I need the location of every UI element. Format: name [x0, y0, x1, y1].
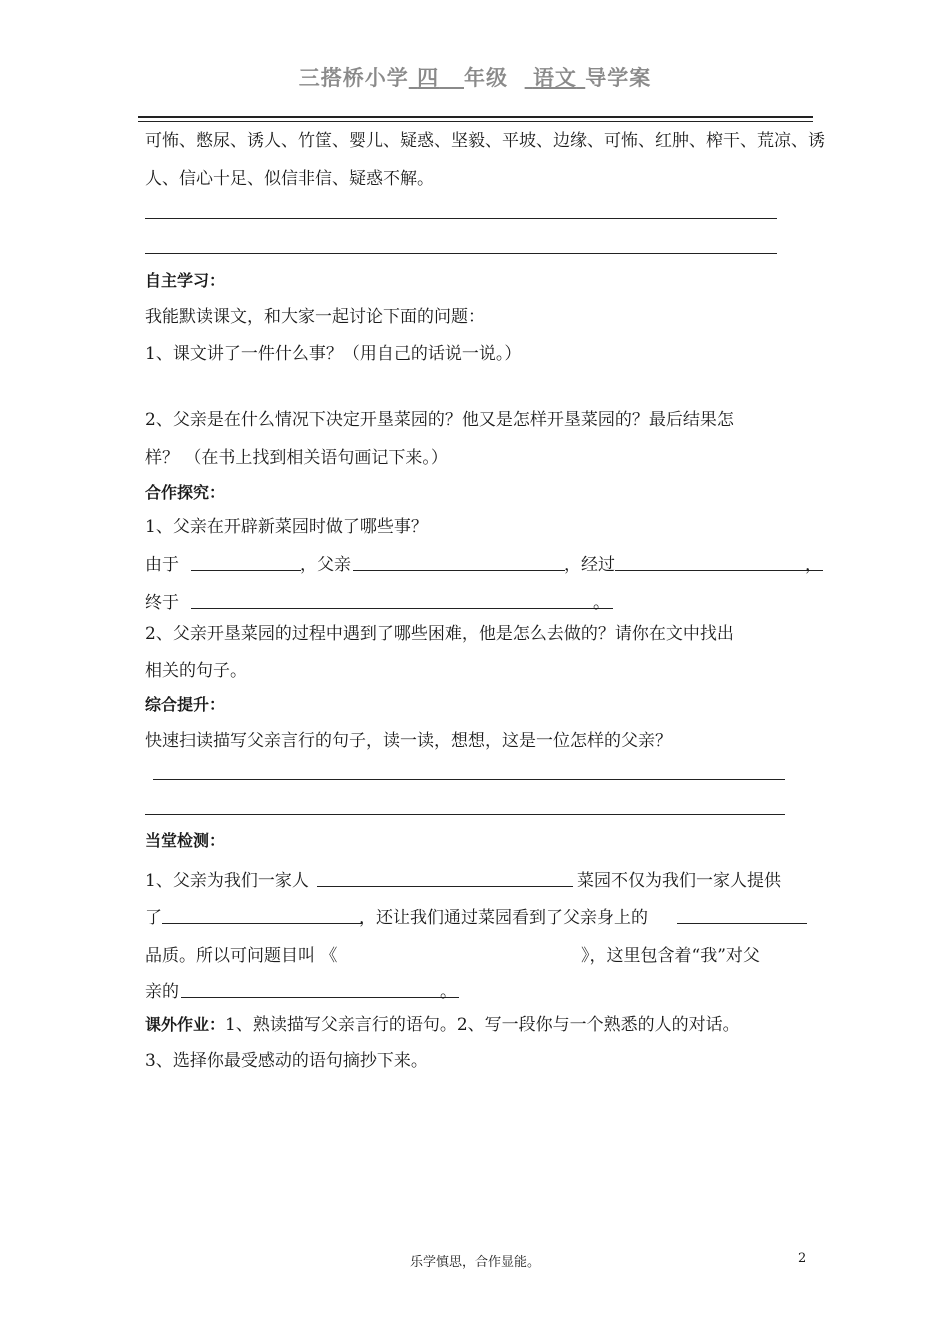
- check-row-4: [145, 977, 825, 1001]
- fill-in-row-1: [145, 550, 825, 574]
- fill-label-period: 。: [593, 593, 610, 613]
- check-text: 品质。所以可问题目叫 《: [145, 946, 338, 966]
- school-name: 三搭桥小学: [298, 66, 409, 90]
- fill-label-comma: ，: [805, 555, 822, 575]
- self-study-question-1: 1、课文讲了一件什么事？（用自己的话说一说。）: [145, 344, 522, 364]
- answer-line[interactable]: [145, 253, 777, 254]
- homework-heading: 课外作业：: [145, 1015, 226, 1034]
- check-text: 菜园不仅为我们一家人提供: [577, 871, 781, 891]
- homework-line-1: [145, 1014, 740, 1036]
- answer-line[interactable]: [145, 814, 785, 815]
- grade-value: 四: [417, 66, 440, 90]
- fill-label-finally: 终于: [145, 593, 179, 613]
- fill-label-father: ，父亲: [300, 555, 351, 575]
- check-blank-4[interactable]: [181, 997, 459, 998]
- check-text: 了: [145, 908, 162, 928]
- improve-question: 快速扫读描写父亲言行的句子，读一读，想想，这是一位怎样的父亲？: [145, 731, 672, 751]
- fill-blank-father-action[interactable]: [353, 570, 565, 571]
- cooperation-heading: 合作探究：: [145, 483, 226, 502]
- check-blank-2[interactable]: [162, 923, 362, 924]
- check-blank-1[interactable]: [317, 886, 573, 887]
- page-number: 2: [798, 1251, 807, 1266]
- page-header: [0, 62, 950, 92]
- fill-blank-reason[interactable]: [191, 570, 301, 571]
- check-text: ，还让我们通过菜园看到了父亲身上的: [359, 908, 648, 928]
- self-study-heading: 自主学习：: [145, 271, 226, 290]
- vocab-line-2: 人、信心十足、似信非信、疑惑不解。: [145, 169, 434, 189]
- homework-line-2: 3、选择你最受感动的语句摘抄下来。: [145, 1051, 428, 1071]
- header-rule-thick: [138, 116, 813, 118]
- check-heading: 当堂检测：: [145, 831, 226, 850]
- self-study-question-2-line-1: 2、父亲是在什么情况下决定开垦菜园的？他又是怎样开垦菜园的？最后结果怎: [145, 410, 734, 430]
- check-text: 》，这里包含着“我”对父: [581, 946, 760, 966]
- fill-in-row-2: [145, 588, 825, 612]
- homework-text: 1、熟读描写父亲言行的语句。2、写一段你与一个熟悉的人的对话。: [225, 1015, 740, 1035]
- fill-label-youyu: 由于: [145, 555, 179, 575]
- check-text: 。: [440, 982, 457, 1002]
- fill-blank-result[interactable]: [191, 608, 613, 609]
- check-text: 1、父亲为我们一家人: [145, 871, 309, 891]
- fill-blank-process[interactable]: [615, 570, 823, 571]
- self-study-intro: 我能默读课文，和大家一起讨论下面的问题：: [145, 307, 485, 327]
- footer-motto: 乐学慎思，合作显能。: [409, 1255, 540, 1270]
- improve-heading: 综合提升：: [145, 695, 226, 714]
- fill-label-after: ，经过: [564, 555, 615, 575]
- vocab-line-1: 可怖、憋尿、诱人、竹筐、婴儿、疑惑、坚毅、平坡、边缘、可怖、红肿、榨干、荒凉、诱: [145, 131, 825, 151]
- cooperation-question-2-line-1: 2、父亲开垦菜园的过程中遇到了哪些困难，他是怎么去做的？请你在文中找出: [145, 624, 734, 644]
- check-blank-3[interactable]: [677, 923, 807, 924]
- cooperation-question-1: 1、父亲在开辟新菜园时做了哪些事？: [145, 517, 428, 537]
- answer-line[interactable]: [145, 218, 777, 219]
- header-rule-thin: [138, 121, 813, 122]
- self-study-question-2-line-2: 样？ （在书上找到相关语句画记下来。）: [145, 448, 448, 468]
- answer-line[interactable]: [153, 779, 785, 780]
- cooperation-question-2-line-2: 相关的句子。: [145, 661, 247, 681]
- check-row-1: [145, 866, 825, 890]
- check-row-2: [145, 903, 825, 927]
- doc-type: 导学案: [585, 66, 652, 90]
- subject-value: 语文: [532, 66, 577, 90]
- check-text: 亲的: [145, 982, 179, 1002]
- check-row-3: [145, 941, 825, 965]
- grade-label: 年级: [464, 66, 508, 90]
